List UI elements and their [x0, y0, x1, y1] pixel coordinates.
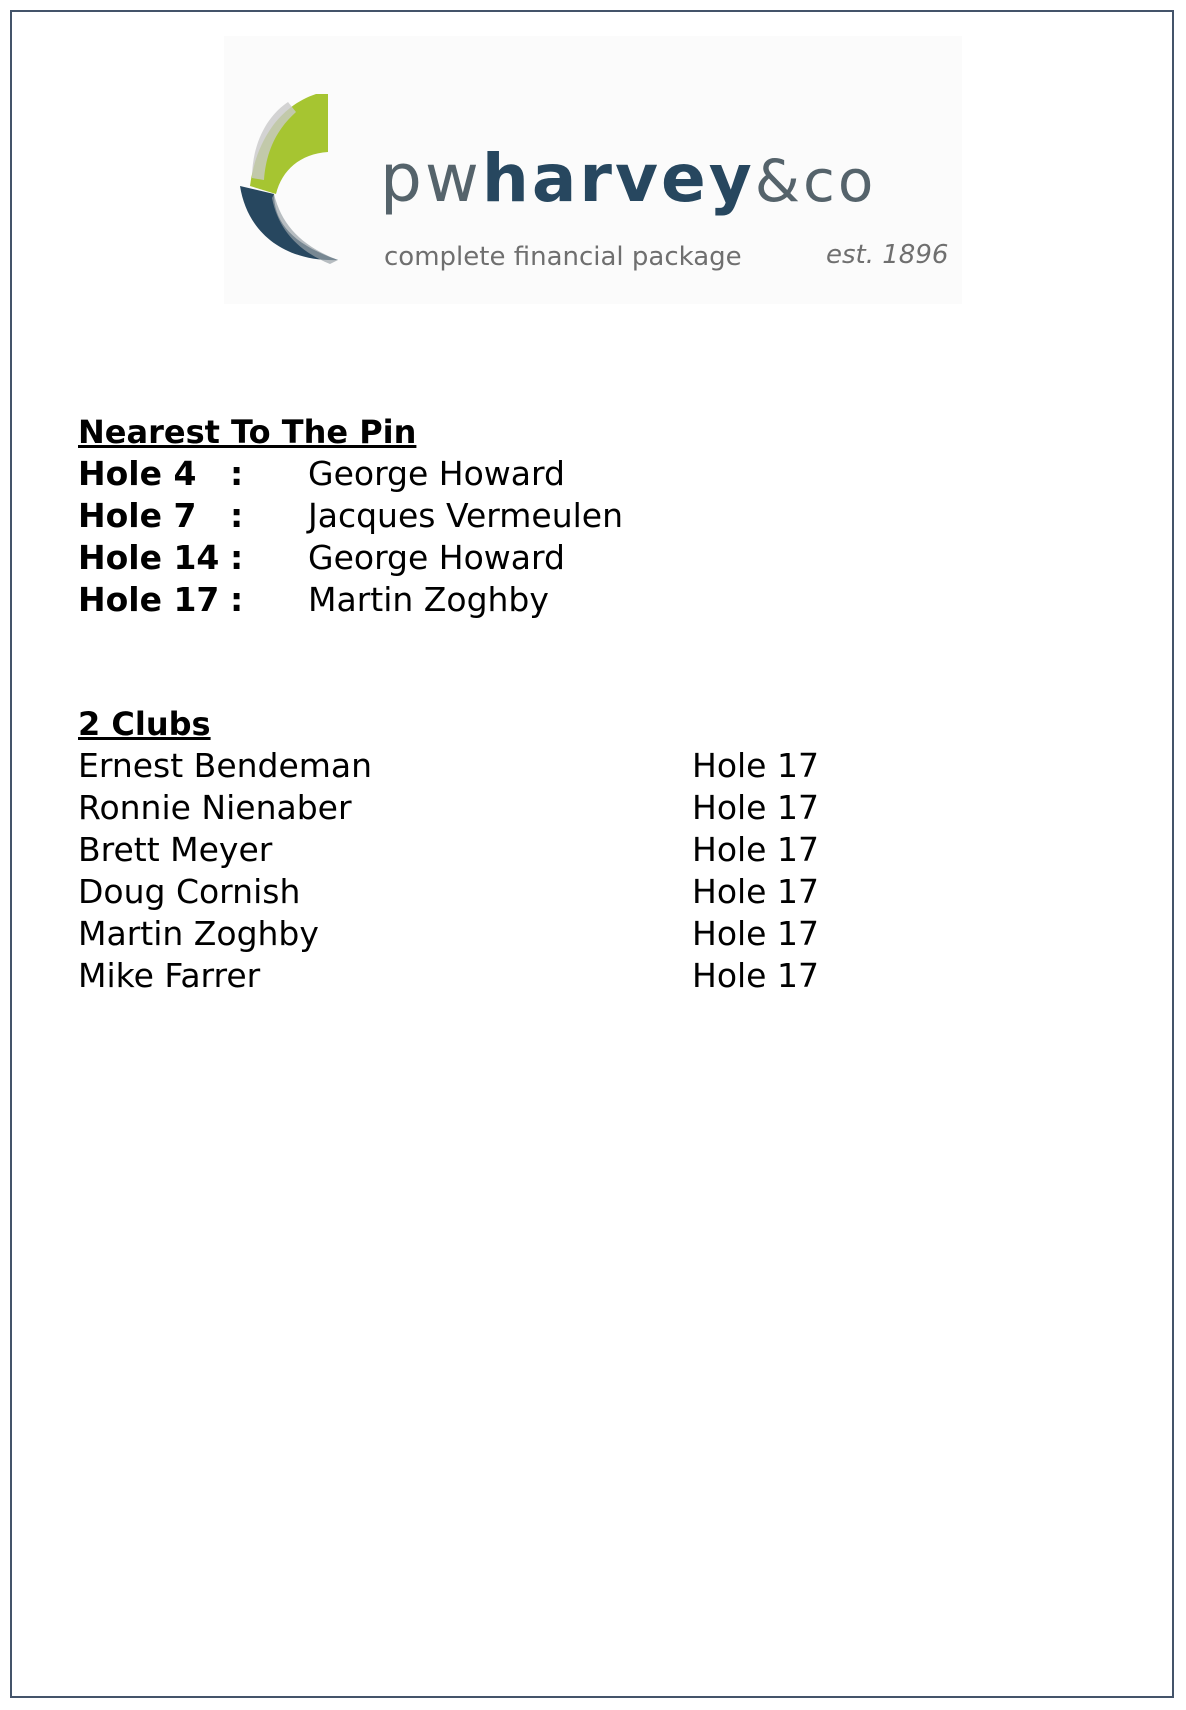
club-row	[78, 913, 819, 955]
club-hole: Hole 17	[692, 914, 819, 953]
two-clubs-heading: 2 Clubs	[78, 705, 211, 743]
pin-row	[78, 495, 623, 537]
pin-separator: :	[230, 454, 244, 493]
club-hole: Hole 17	[692, 956, 819, 995]
company-logo	[224, 36, 962, 304]
club-row	[78, 871, 819, 913]
nearest-to-pin-section	[78, 411, 623, 621]
pin-winner: George Howard	[308, 538, 565, 577]
pin-separator: :	[230, 538, 244, 577]
pin-winner: Jacques Vermeulen	[308, 496, 623, 535]
logo-emblem-icon	[238, 90, 348, 270]
pin-winner: Martin Zoghby	[308, 580, 549, 619]
pin-hole: Hole 7	[78, 496, 197, 535]
club-hole: Hole 17	[692, 830, 819, 869]
two-clubs-section	[78, 703, 819, 997]
club-row	[78, 745, 819, 787]
pin-row	[78, 537, 623, 579]
pin-separator: :	[230, 580, 244, 619]
club-player: Ronnie Nienaber	[78, 788, 352, 827]
club-player: Brett Meyer	[78, 830, 273, 869]
club-row	[78, 829, 819, 871]
club-player: Martin Zoghby	[78, 914, 319, 953]
pin-separator: :	[230, 496, 244, 535]
club-player: Ernest Bendeman	[78, 746, 373, 785]
pin-hole: Hole 14	[78, 538, 220, 577]
logo-established: est. 1896	[826, 240, 949, 270]
logo-tagline: complete financial package	[384, 242, 742, 272]
club-player: Mike Farrer	[78, 956, 261, 995]
club-hole: Hole 17	[692, 746, 819, 785]
pin-winner: George Howard	[308, 454, 565, 493]
club-row	[78, 787, 819, 829]
pin-row	[78, 453, 623, 495]
logo-wordmark: pwharvey&co	[380, 140, 877, 217]
pin-hole: Hole 17	[78, 580, 220, 619]
club-hole: Hole 17	[692, 872, 819, 911]
pin-row	[78, 579, 623, 621]
club-hole: Hole 17	[692, 788, 819, 827]
nearest-to-pin-heading: Nearest To The Pin	[78, 413, 417, 451]
club-row	[78, 955, 819, 997]
club-player: Doug Cornish	[78, 872, 301, 911]
pin-hole: Hole 4	[78, 454, 197, 493]
